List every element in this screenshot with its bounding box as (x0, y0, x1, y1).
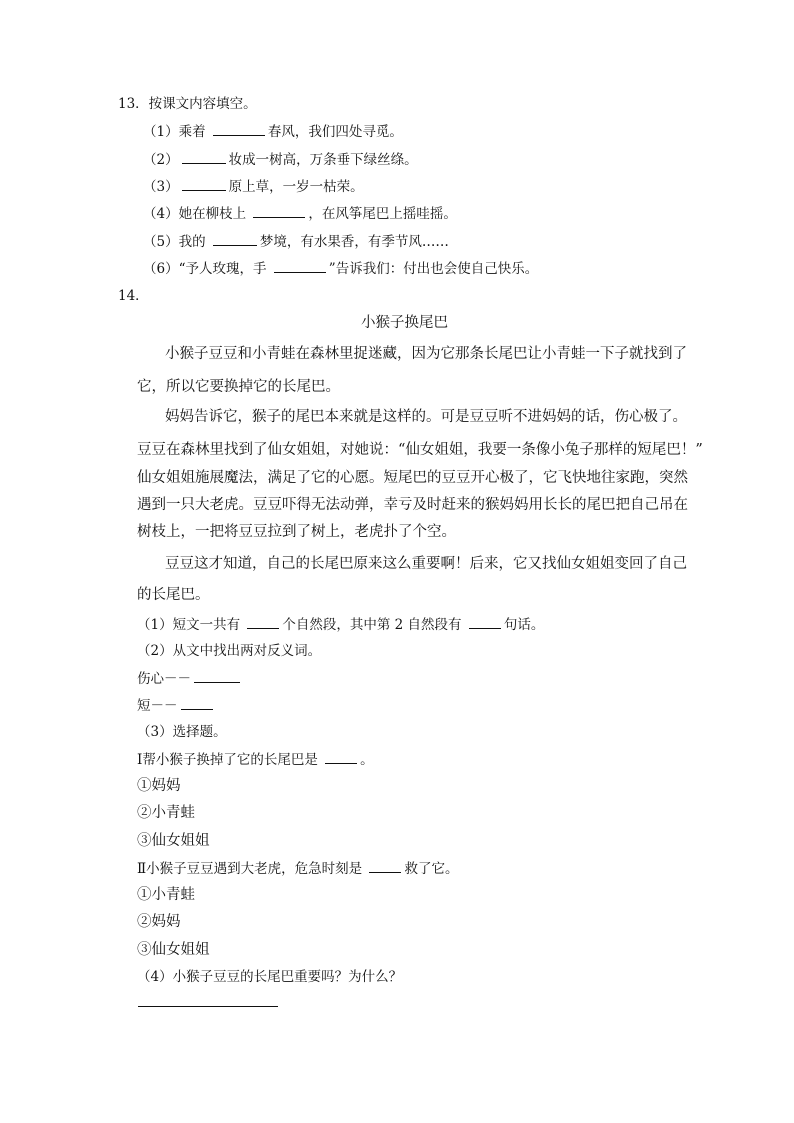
fill-blank[interactable] (182, 149, 226, 164)
fill-blank[interactable] (369, 858, 401, 873)
choice1-option-1[interactable]: ①妈妈 (137, 778, 181, 794)
q13-item-5: （5）我的 梦境，有水果香，有季节风…… (143, 231, 449, 252)
passage-line: 仙女姐姐施展魔法，满足了它的心愿。短尾巴的豆豆开心极了，它飞快地往家跑，突然 (137, 470, 688, 486)
fill-blank[interactable] (213, 121, 265, 136)
fill-blank[interactable] (253, 203, 305, 218)
fill-blank[interactable] (469, 614, 501, 629)
passage-title: 小猴子换尾巴 (361, 315, 448, 331)
fill-blank[interactable] (274, 258, 326, 273)
passage-line: 妈妈告诉它，猴子的尾巴本来就是这样的。可是豆豆听不进妈妈的话，伤心极了。 (165, 409, 687, 425)
fill-blank[interactable] (194, 668, 240, 683)
fill-blank[interactable] (247, 614, 279, 629)
antonym-pair-2: 短－－ (137, 695, 216, 716)
q14-sub3: （3）选择题。 (137, 724, 227, 740)
q14-sub4: （4）小猴子豆豆的长尾巴重要吗？为什么？ (137, 969, 403, 985)
q13-item-3: （3） 原上草，一岁一枯荣。 (143, 176, 364, 197)
passage-line: 它，所以它要换掉它的长尾巴。 (137, 379, 340, 395)
fill-blank[interactable] (325, 749, 357, 764)
choice2-option-3[interactable]: ③仙女姐姐 (137, 942, 210, 958)
q13-item-1: （1）乘着 春风，我们四处寻觅。 (143, 121, 403, 142)
q14-number: 14． (118, 288, 149, 304)
answer-line[interactable] (138, 1006, 278, 1007)
passage-line: 豆豆在森林里找到了仙女姐姐，对她说：“仙女姐姐，我要一条像小兔子那样的短尾巴！” (137, 442, 703, 458)
passage-line: 树枝上，一把将豆豆拉到了树上，老虎扑了个空。 (137, 524, 456, 540)
choice2-option-2[interactable]: ②妈妈 (137, 914, 181, 930)
choice1-stem: Ⅰ帮小猴子换掉了它的长尾巴是 。 (137, 749, 374, 770)
fill-blank[interactable] (213, 231, 257, 246)
q14-sub1: （1）短文一共有 个自然段，其中第 2 自然段有 句话。 (137, 614, 544, 635)
choice2-stem: Ⅱ小猴子豆豆遇到大老虎，危急时刻是 救了它。 (137, 858, 458, 879)
q13-header: 13．按课文内容填空。 (118, 96, 257, 112)
passage-line: 小猴子豆豆和小青蛙在森林里捉迷藏，因为它那条长尾巴让小青蛙一下子就找到了 (165, 346, 687, 362)
passage-line: 遇到一只大老虎。豆豆吓得无法动弹，幸亏及时赶来的猴妈妈用长长的尾巴把自己吊在 (137, 497, 688, 513)
antonym-pair-1: 伤心－－ (137, 668, 243, 689)
choice2-option-1[interactable]: ①小青蛙 (137, 887, 195, 903)
fill-blank[interactable] (181, 695, 213, 710)
q13-item-6: （6）“予人玫瑰，手 ”告诉我们：付出也会使自己快乐。 (143, 258, 538, 279)
passage-line: 豆豆这才知道，自己的长尾巴原来这么重要啊！后来，它又找仙女姐姐变回了自己 (165, 556, 687, 572)
passage-line: 的长尾巴。 (137, 587, 210, 603)
q13-item-4: （4）她在柳枝上 ，在风筝尾巴上摇哇摇。 (143, 203, 457, 224)
choice1-option-3[interactable]: ③仙女姐姐 (137, 833, 210, 849)
q14-sub2: （2）从文中找出两对反义词。 (137, 643, 322, 659)
q13-item-2: （2） 妆成一树高，万条垂下绿丝绦。 (143, 149, 418, 170)
choice1-option-2[interactable]: ②小青蛙 (137, 805, 195, 821)
fill-blank[interactable] (182, 176, 226, 191)
